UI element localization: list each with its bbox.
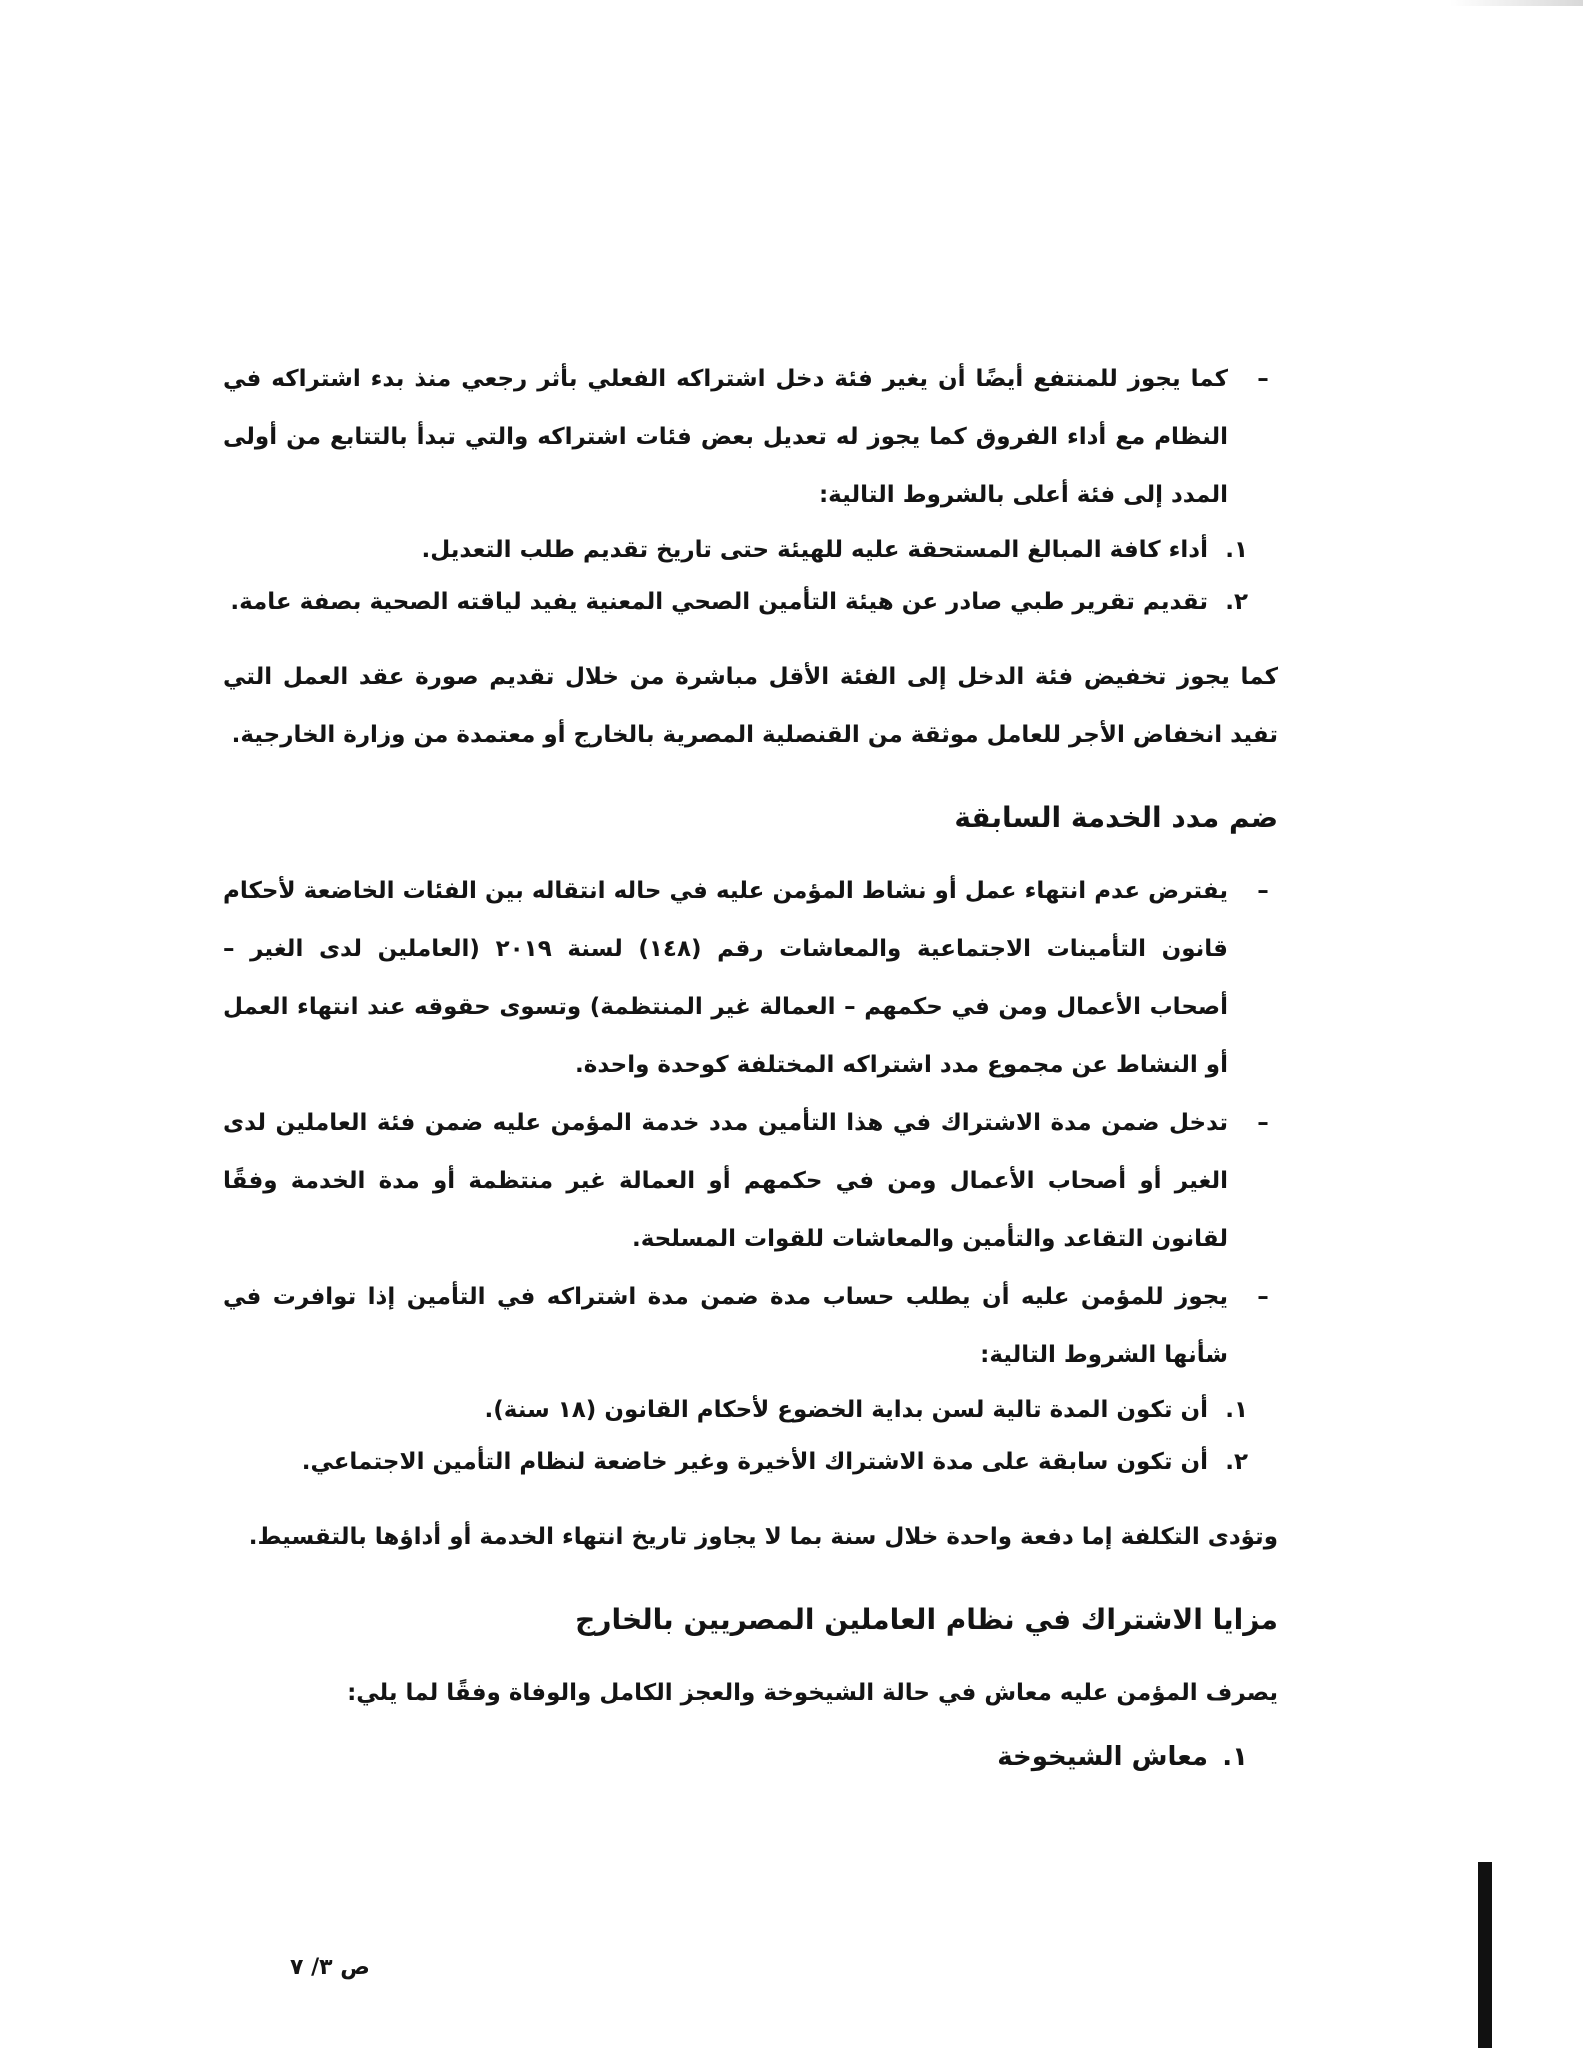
list-text: أداء كافة المبالغ المستحقة عليه للهيئة حتى تاريخ تقديم طلب التعديل. — [421, 537, 1208, 563]
list-text: أن تكون المدة تالية لسن بداية الخضوع لأحكام القانون (١٨ سنة). — [484, 1397, 1208, 1423]
dash-bullet: – — [1257, 878, 1269, 904]
scan-margin-mark — [1478, 1862, 1492, 2048]
dash-bullet: – — [1257, 366, 1269, 392]
list-item — [223, 524, 1278, 576]
section-heading-service-merge: ضم مدد الخدمة السابقة — [954, 801, 1278, 834]
list-text: معاش الشيخوخة — [997, 1742, 1208, 1772]
list-number: ١. — [1222, 1742, 1248, 1772]
list-item — [223, 576, 1278, 628]
scan-edge — [1450, 0, 1583, 6]
paragraph-pension-intro: يصرف المؤمن عليه معاش في حالة الشيخوخة والعجز الكامل والوفاة وفقًا لما يلي: — [347, 1680, 1278, 1706]
bullets-list-2 — [223, 862, 1278, 1384]
list-item — [223, 1436, 1278, 1488]
list-text: أن تكون سابقة على مدة الاشتراك الأخيرة وغير خاضعة لنظام التأمين الاجتماعي. — [301, 1449, 1208, 1475]
conditions-list-1 — [223, 524, 1278, 628]
list-number: ١. — [1225, 537, 1248, 563]
dash-bullet: – — [1257, 1284, 1269, 1310]
paragraph-income-reduction: كما يجوز تخفيض فئة الدخل إلى الفئة الأقل مباشرة من خلال تقديم صورة عقد العمل التي تفيد انخفاض الأجر للعامل موثقة من القنصلية المصرية بالخارج أو معتمدة من وزارة الخارجية. — [223, 664, 1278, 748]
paragraph-income-change — [223, 350, 1278, 524]
list-item-old-age-pension — [223, 1722, 1278, 1792]
bullet-text: يفترض عدم انتهاء عمل أو نشاط المؤمن عليه في حاله انتقاله بين الفئات الخاضعة لأحكام قانون التأمينات الاجتماعية والمعاشات رقم (١٤٨) لسنة ٢٠١٩ (العاملين لدى الغير – أصحاب الأعمال ومن في حكمهم – العمالة غير المنتظمة) وتسوى حقوقه عند انتهاء العمل أو النشاط عن مجموع مدد اشتراكه المختلفة كوحدة واحدة. — [223, 878, 1228, 1078]
list-item — [223, 1384, 1278, 1436]
bullet-text: يجوز للمؤمن عليه أن يطلب حساب مدة ضمن مدة اشتراكه في التأمين إذا توافرت في شأنها الشروط التالية: — [223, 1284, 1228, 1368]
document-body — [223, 350, 1278, 1792]
bullet-item — [223, 862, 1278, 1094]
page-number: ص ٣/ ٧ — [290, 1955, 370, 1980]
paragraph-cost-payment: وتؤدى التكلفة إما دفعة واحدة خلال سنة بما لا يجاوز تاريخ انتهاء الخدمة أو أداؤها بالتقسيط. — [248, 1524, 1278, 1550]
bullet-item — [223, 1094, 1278, 1268]
list-text: تقديم تقرير طبي صادر عن هيئة التأمين الصحي المعنية يفيد لياقته الصحية بصفة عامة. — [230, 589, 1208, 615]
bullet-item — [223, 1268, 1278, 1384]
dash-bullet: – — [1257, 1110, 1269, 1136]
bullet-text: تدخل ضمن مدة الاشتراك في هذا التأمين مدد خدمة المؤمن عليه ضمن فئة العاملين لدى الغير أو أصحاب الأعمال ومن في حكمهم أو العمالة غير منتظمة أو مدة الخدمة وفقًا لقانون التقاعد والتأمين والمعاشات للقوات المسلحة. — [223, 1110, 1228, 1252]
section-heading-benefits: مزايا الاشتراك في نظام العاملين المصريين بالخارج — [575, 1603, 1278, 1636]
list-number: ٢. — [1225, 589, 1248, 615]
conditions-list-2 — [223, 1384, 1278, 1488]
list-number: ٢. — [1225, 1449, 1248, 1475]
paragraph-text: كما يجوز للمنتفع أيضًا أن يغير فئة دخل اشتراكه الفعلي بأثر رجعي منذ بدء اشتراكه في النظام مع أداء الفروق كما يجوز له تعديل بعض فئات اشتراكه والتي تبدأ بالتتابع من أولى المدد إلى فئة أعلى بالشروط التالية: — [223, 366, 1228, 508]
list-number: ١. — [1225, 1397, 1248, 1423]
